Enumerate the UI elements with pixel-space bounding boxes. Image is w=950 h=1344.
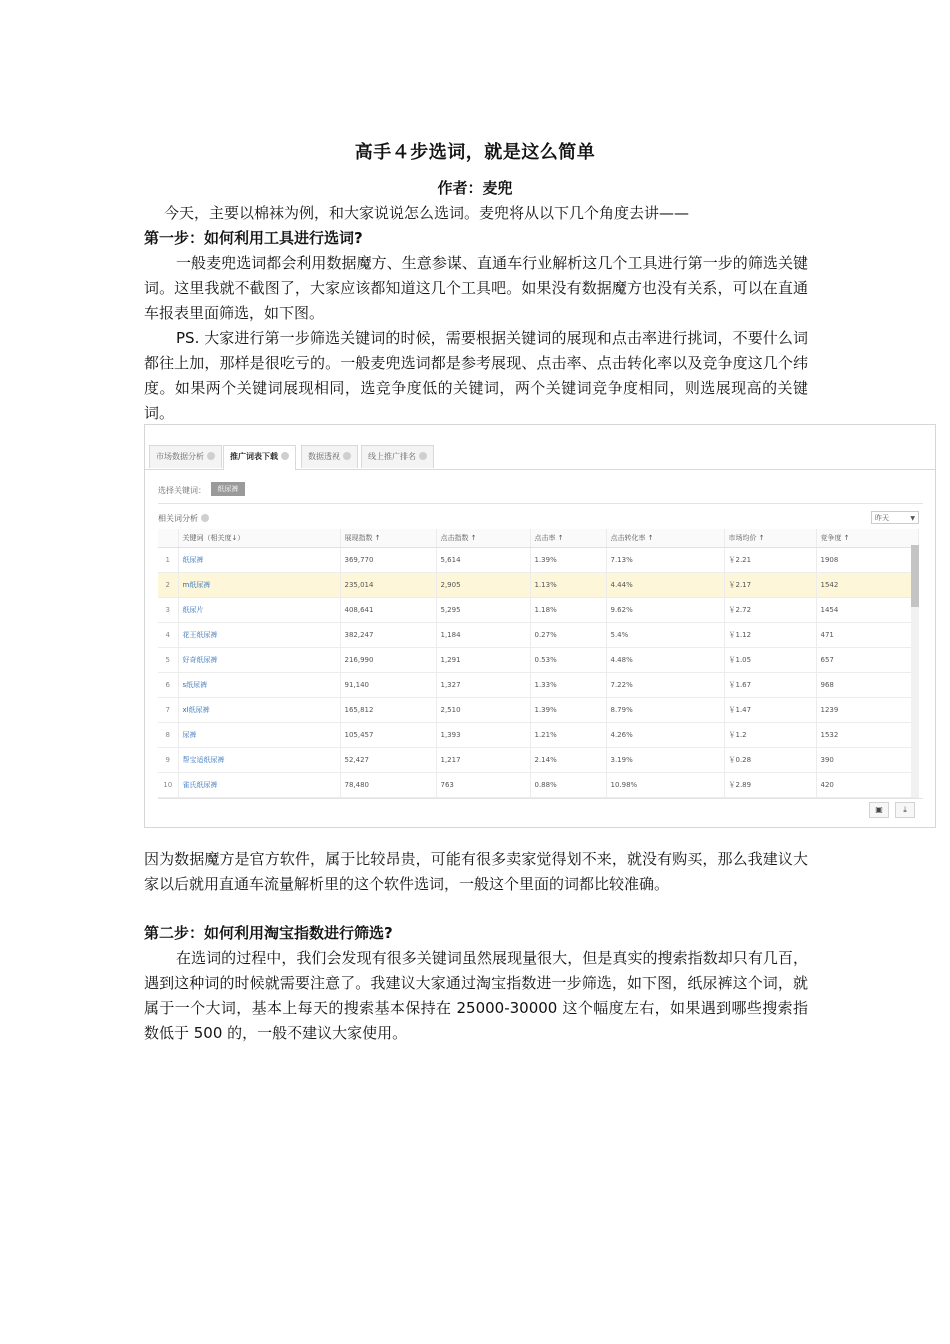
after-image-section [144,847,808,897]
tab-data-pivot[interactable] [301,445,358,468]
cell-cvr: 5.4% [606,623,724,648]
period-select[interactable] [871,511,919,524]
tab-keyword-download[interactable] [223,445,296,470]
divider [158,503,923,504]
cell-ctr: 1.18% [530,598,606,623]
cell-comp: 1542 [816,573,918,598]
help-icon [201,514,209,522]
cell-comp: 1239 [816,698,918,723]
cell-price: ￥1.67 [724,673,816,698]
column-header[interactable]: 竞争度 ↑ [816,529,918,548]
cell-comp: 390 [816,748,918,773]
intro-paragraph: 今天，主要以棉袜为例，和大家说说怎么选词。麦兜将从以下几个角度去讲—— [164,204,690,222]
cell-keyword[interactable]: xl纸尿裤 [178,698,340,723]
cell-price: ￥1.2 [724,723,816,748]
cell-impr: 235,014 [340,573,436,598]
column-header[interactable]: 展现指数 ↑ [340,529,436,548]
cell-cvr: 9.62% [606,598,724,623]
cell-ctr: 1.39% [530,698,606,723]
cell-comp: 471 [816,623,918,648]
table-row[interactable] [158,723,918,748]
scrollbar-thumb[interactable] [911,545,919,607]
help-icon [419,452,427,460]
cell-impr: 52,427 [340,748,436,773]
cell-clicks: 2,510 [436,698,530,723]
download-icon[interactable]: ⤓ [895,802,915,818]
column-header[interactable]: 点击率 ↑ [530,529,606,548]
cell-ctr: 2.14% [530,748,606,773]
cell-cvr: 4.26% [606,723,724,748]
table-row[interactable] [158,773,918,798]
cell-comp: 968 [816,673,918,698]
cell-impr: 105,457 [340,723,436,748]
cell-ctr: 0.53% [530,648,606,673]
cell-ctr: 0.88% [530,773,606,798]
keyword-table [158,529,918,798]
cell-clicks: 763 [436,773,530,798]
cell-price: ￥2.89 [724,773,816,798]
step2-heading: 第二步：如何利用淘宝指数进行筛选? [144,924,393,942]
cell-keyword[interactable]: 好奇纸尿裤 [178,648,340,673]
related-words-text: 相关词分析 [158,514,198,523]
cell-rank: 9 [158,748,178,773]
cell-cvr: 8.79% [606,698,724,723]
cell-price: ￥1.05 [724,648,816,673]
cell-keyword[interactable]: s纸尿裤 [178,673,340,698]
cell-clicks: 5,295 [436,598,530,623]
cell-rank: 5 [158,648,178,673]
column-header[interactable]: 点击指数 ↑ [436,529,530,548]
cell-price: ￥2.72 [724,598,816,623]
cell-clicks: 1,291 [436,648,530,673]
cell-cvr: 3.19% [606,748,724,773]
cell-rank: 1 [158,548,178,573]
cell-clicks: 1,217 [436,748,530,773]
cell-comp: 1454 [816,598,918,623]
column-header[interactable]: 市场均价 ↑ [724,529,816,548]
section-step1 [144,201,808,426]
table-row[interactable] [158,573,918,598]
table-row[interactable] [158,623,918,648]
cell-keyword[interactable]: 雀氏纸尿裤 [178,773,340,798]
keyword-tool-screenshot [144,424,936,828]
cell-keyword[interactable]: 花王纸尿裤 [178,623,340,648]
table-body [158,548,918,798]
cell-clicks: 1,184 [436,623,530,648]
help-icon [281,452,289,460]
after-image-paragraph: 因为数据魔方是官方软件，属于比较昂贵，可能有很多卖家觉得划不来，就没有购买，那么我建议大家以后就用直通车流量解析里的这个软件选词，一般这个里面的词都比较准确。 [144,850,808,893]
table-row[interactable] [158,548,918,573]
step1-paragraph-1: 一般麦兜选词都会利用数据魔方、生意参谋、直通车行业解析这几个工具进行第一步的筛选关键词。这里我就不截图了，大家应该都知道这几个工具吧。如果没有数据魔方也没有关系，可以在直通车报表里面筛选，如下图。 [144,254,808,322]
cell-cvr: 7.22% [606,673,724,698]
cell-comp: 1532 [816,723,918,748]
document-author: 作者：麦兜 [437,179,513,197]
chevron-down-icon: ▼ [910,515,915,522]
cell-keyword[interactable]: 纸尿片 [178,598,340,623]
cell-rank: 3 [158,598,178,623]
select-keyword-label: 选择关键词： [158,486,206,495]
table-header-row [158,529,918,548]
column-header-rank [158,529,178,548]
tab-label: 数据透视 [308,452,340,461]
tab-online-ranking[interactable] [361,445,434,468]
cell-impr: 78,480 [340,773,436,798]
cell-rank: 6 [158,673,178,698]
cell-comp: 1908 [816,548,918,573]
cell-rank: 8 [158,723,178,748]
tab-market-analysis[interactable] [149,445,222,468]
cell-keyword[interactable]: m纸尿裤 [178,573,340,598]
cell-cvr: 7.13% [606,548,724,573]
tab-label: 推广词表下载 [230,452,278,461]
table-scrollbar[interactable] [911,545,919,797]
cell-keyword[interactable]: 尿裤 [178,723,340,748]
copy-icon[interactable]: ▣ [869,802,889,818]
cell-clicks: 5,614 [436,548,530,573]
cell-price: ￥2.17 [724,573,816,598]
related-words-label [158,513,209,524]
table-row[interactable] [158,698,918,723]
cell-impr: 382,247 [340,623,436,648]
cell-clicks: 1,327 [436,673,530,698]
cell-impr: 165,812 [340,698,436,723]
cell-clicks: 2,905 [436,573,530,598]
cell-price: ￥0.28 [724,748,816,773]
period-value: 昨天 [875,514,889,522]
cell-ctr: 0.27% [530,623,606,648]
table-row[interactable] [158,748,918,773]
cell-price: ￥1.47 [724,698,816,723]
cell-ctr: 1.21% [530,723,606,748]
tab-label: 市场数据分析 [156,452,204,461]
step1-heading: 第一步：如何利用工具进行选词? [144,229,363,247]
cell-comp: 420 [816,773,918,798]
column-header[interactable]: 点击转化率 ↑ [606,529,724,548]
table-row[interactable] [158,598,918,623]
step2-paragraph-1: 在选词的过程中，我们会发现有很多关键词虽然展现量很大，但是真实的搜索指数却只有几百，遇到这种词的时候就需要注意了。我建议大家通过淘宝指数进一步筛选，如下图，纸尿裤这个词，就属于一个大词，基本上每天的搜索基本保持在 25000-30000 这个幅度左右，如果遇到哪些搜索指数低于 500 的，一般不建议大家使用。 [144,949,808,1042]
cell-rank: 4 [158,623,178,648]
cell-impr: 216,990 [340,648,436,673]
cell-cvr: 10.98% [606,773,724,798]
cell-comp: 657 [816,648,918,673]
cell-rank: 7 [158,698,178,723]
table-row[interactable] [158,648,918,673]
document-title: 高手４步选词，就是这么简单 [354,142,596,163]
selected-keyword-button[interactable]: 纸尿裤 [211,482,245,496]
cell-keyword[interactable]: 帮宝适纸尿裤 [178,748,340,773]
help-icon [207,452,215,460]
cell-clicks: 1,393 [436,723,530,748]
cell-ctr: 1.33% [530,673,606,698]
cell-ctr: 1.13% [530,573,606,598]
tab-label: 线上推广排名 [368,452,416,461]
cell-impr: 91,140 [340,673,436,698]
tool-tabs [145,445,935,470]
cell-impr: 408,641 [340,598,436,623]
table-row[interactable] [158,673,918,698]
column-header[interactable]: 关键词（相关度↓） [178,529,340,548]
section-step2 [144,921,808,1046]
cell-price: ￥2.21 [724,548,816,573]
step1-paragraph-2: PS. 大家进行第一步筛选关键词的时候，需要根据关键词的展现和点击率进行挑词，不要什么词都往上加，那样是很吃亏的。一般麦兜选词都是参考展现、点击率、点击转化率以及竞争度这几个纬度。如果两个关键词展现相同，选竞争度低的关键词，两个关键词竞争度相同，则选展现高的关键词。 [144,329,808,422]
cell-rank: 10 [158,773,178,798]
cell-keyword[interactable]: 纸尿裤 [178,548,340,573]
cell-price: ￥1.12 [724,623,816,648]
cell-rank: 2 [158,573,178,598]
cell-cvr: 4.48% [606,648,724,673]
help-icon [343,452,351,460]
cell-cvr: 4.44% [606,573,724,598]
cell-ctr: 1.39% [530,548,606,573]
cell-impr: 369,770 [340,548,436,573]
divider [158,798,923,799]
